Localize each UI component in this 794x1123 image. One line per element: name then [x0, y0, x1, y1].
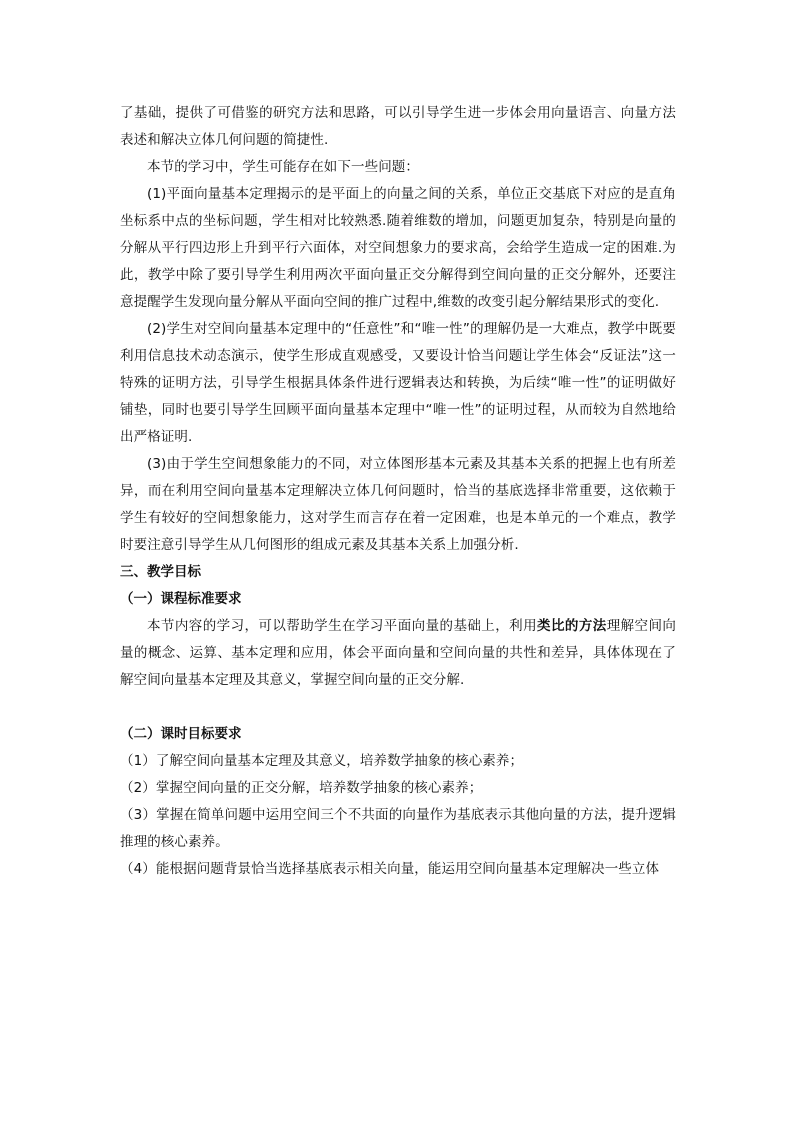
subsection-heading-curriculum-standard: （一）课程标准要求	[120, 591, 242, 607]
curriculum-text-bold-analogy: 类比的方法	[537, 618, 607, 634]
curriculum-text-part-b: 理解空间向量的概念、运算、基本定理和应用，体会平面向量和空间向量的共性和差异，具体体现在了解空间向量基本定理及其意义，掌握空间向量的正交分解.	[120, 618, 677, 688]
paragraph-problem-1: (1)平面向量基本定理揭示的是平面上的向量之间的关系，单位正交基底下对应的是直角坐标系中点的坐标问题，学生相对比较熟悉.随着维数的增加，问题更加复杂，特别是向量的分解从平行四边形上升到平行六面体，对空间想象力的要求高，会给学生造成一定的困难.为此，教学中除了要引导学生利用两次平面向量正交分解得到空间向量的正交分解外，还要注意提醒学生发现向量分解从平面向空间的推广过程中,维数的改变引起分解结果形式的变化.	[120, 186, 676, 310]
section-heading-teaching-goals: 三、教学目标	[120, 564, 201, 580]
goal-item-4: （4）能根据问题背景恰当选择基底表示相关向量，能运用空间向量基本定理解决一些立体	[120, 861, 660, 877]
paragraph-curriculum-standard	[120, 613, 676, 694]
paragraph-possible-problems: 本节的学习中，学生可能存在如下一些问题：	[147, 159, 419, 175]
paragraph-problem-2: (2)学生对空间向量基本定理中的“任意性”和“唯一性”的理解仍是一大难点，教学中既要利用信息技术动态演示，使学生形成直观感受，又要设计恰当问题让学生体会“反证法”这一特殊的证明方法，引导学生根据具体条件进行逻辑表达和转换，为后续“唯一性”的证明做好铺垫，同时也要引导学生回顾平面向量基本定理中“唯一性”的证明过程，从而较为自然地给出严格证明.	[120, 321, 676, 445]
goal-item-2: （2）掌握空间向量的正交分解，培养数学抽象的核心素养；	[120, 780, 483, 796]
document-body	[120, 100, 676, 883]
subsection-heading-lesson-goals: （二）课时目标要求	[120, 726, 242, 742]
goal-item-3: （3）掌握在简单问题中运用空间三个不共面的向量作为基底表示其他向量的方法，提升逻辑推理的核心素养。	[120, 807, 677, 850]
paragraph-intro-continuation: 了基础，提供了可借鉴的研究方法和思路，可以引导学生进一步体会用向量语言、向量方法表述和解决立体几何问题的简捷性.	[120, 105, 676, 148]
goal-item-1: （1）了解空间向量基本定理及其意义，培养数学抽象的核心素养；	[120, 753, 524, 769]
curriculum-text-part-a: 本节内容的学习，可以帮助学生在学习平面向量的基础上，利用	[147, 618, 538, 634]
blank-line	[120, 694, 676, 721]
paragraph-problem-3: (3)由于学生空间想象能力的不同，对立体图形基本元素及其基本关系的把握上也有所差异，而在利用空间向量基本定理解决立体几何问题时，恰当的基底选择非常重要，这依赖于学生有较好的空间想象能力，这对学生而言存在着一定困难，也是本单元的一个难点，教学时要注意引导学生从几何图形的组成元素及其基本关系上加强分析.	[120, 456, 676, 553]
